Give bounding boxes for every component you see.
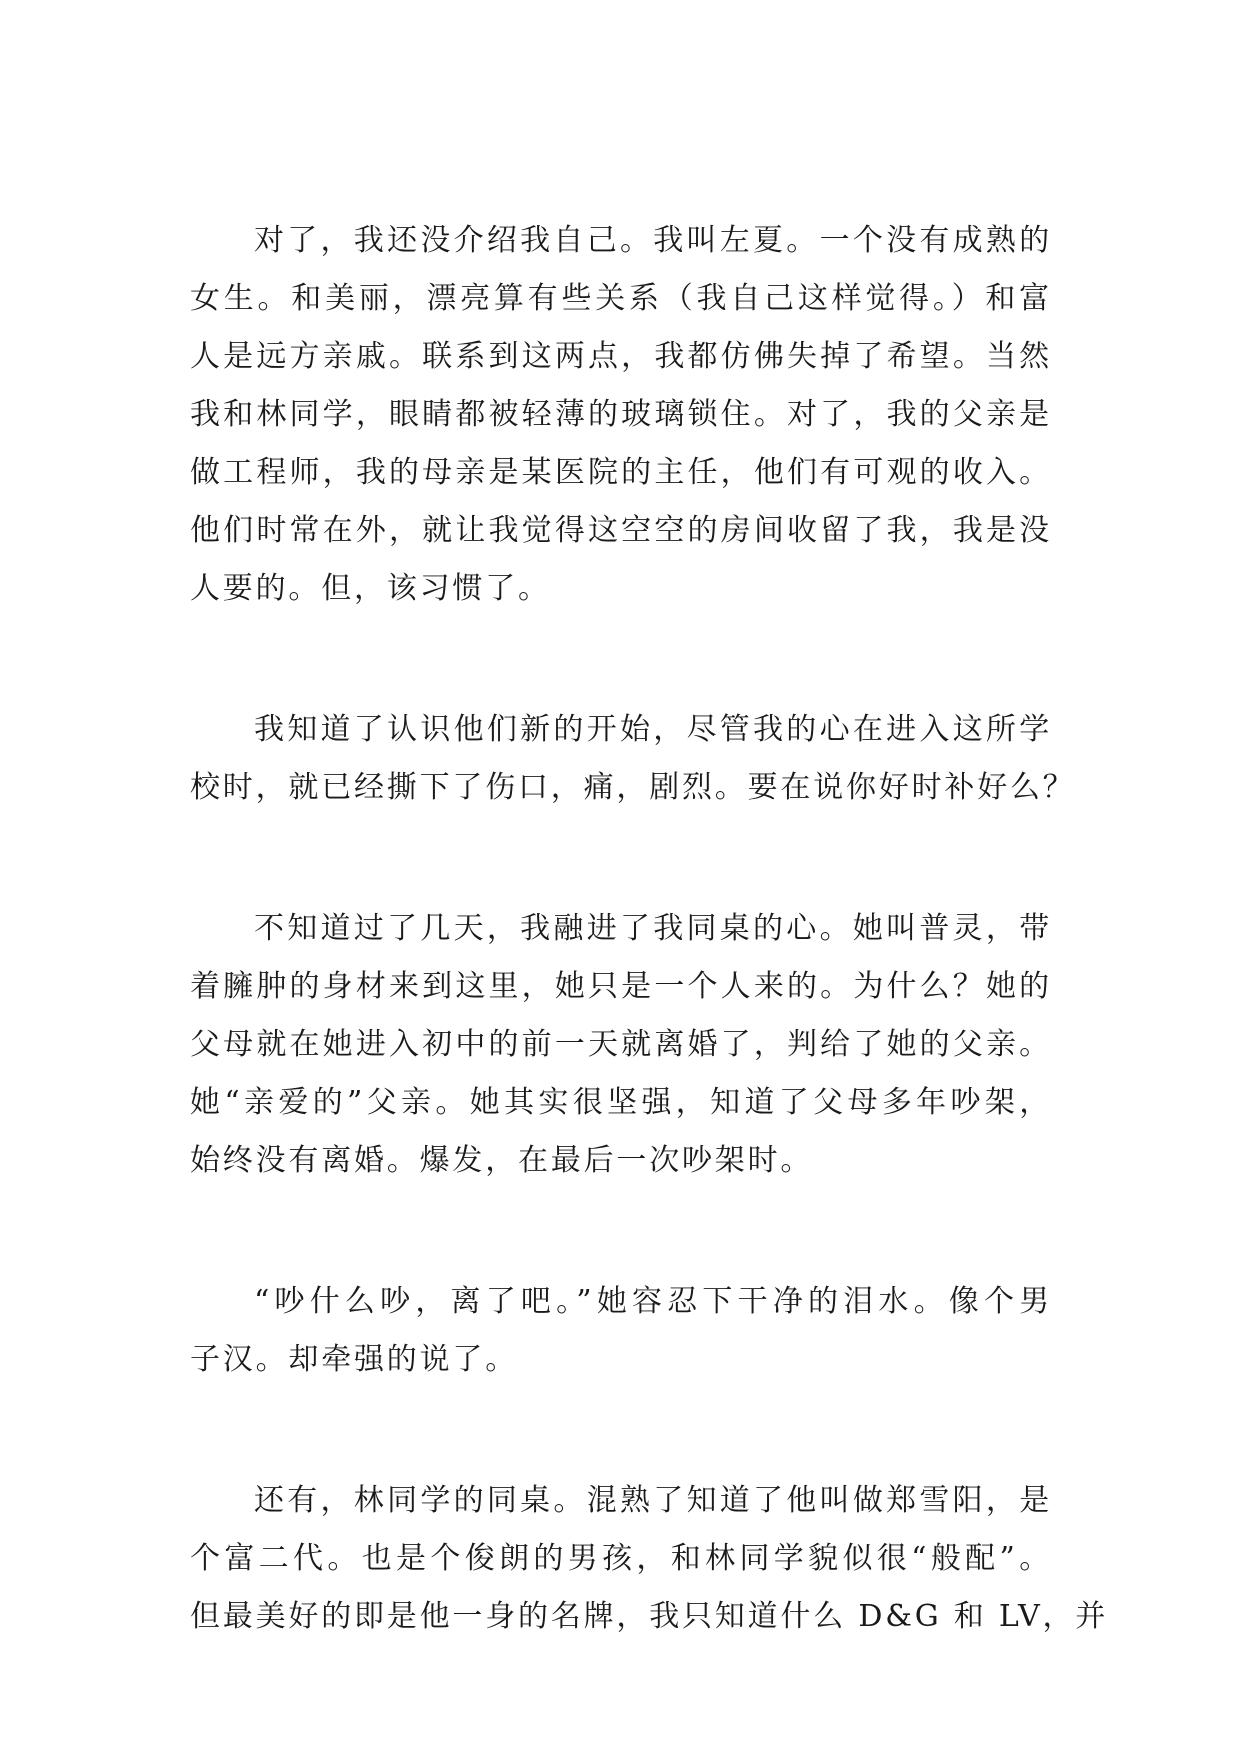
text-line: 父母就在她进入初中的前一天就离婚了，判给了她的父亲。 — [190, 1027, 1052, 1062]
text-line: 她“亲爱的”父亲。她其实很坚强，知道了父母多年吵架， — [190, 1085, 1052, 1120]
text-line: 他们时常在外，就让我觉得这空空的房间收留了我，我是没 — [190, 513, 1052, 548]
paragraph-5 — [190, 1472, 1109, 1646]
paragraph-spacer — [190, 618, 1052, 701]
paragraph-spacer — [190, 1389, 1052, 1472]
text-line: 我和林同学，眼睛都被轻薄的玻璃锁住。对了，我的父亲是 — [190, 397, 1052, 432]
paragraph-1 — [190, 212, 1052, 618]
text-line: 还有，林同学的同桌。混熟了知道了他叫做郑雪阳，是 — [254, 1483, 1052, 1518]
text-line: 始终没有离婚。爆发，在最后一次吵架时。 — [190, 1143, 814, 1178]
text-line: 人要的。但，该习惯了。 — [190, 571, 551, 606]
text-line: 个富二代。也是个俊朗的男孩，和林同学貌似很“般配”。 — [190, 1541, 1052, 1576]
document-body — [190, 212, 1109, 1646]
text-line: 不知道过了几天，我融进了我同桌的心。她叫普灵，带 — [254, 911, 1052, 946]
paragraph-4 — [190, 1273, 1052, 1389]
text-line: 着臃肿的身材来到这里，她只是一个人来的。为什么？她的 — [190, 969, 1052, 1004]
paragraph-spacer — [190, 1190, 1052, 1273]
paragraph-2 — [190, 701, 1076, 817]
text-line: 校时，就已经撕下了伤口，痛，剧烈。要在说你好时补好么？ — [190, 770, 1076, 805]
text-line: 子汉。却牵强的说了。 — [190, 1342, 518, 1377]
text-line: 女生。和美丽，漂亮算有些关系（我自己这样觉得。）和富 — [190, 281, 1052, 316]
text-line: 但最美好的即是他一身的名牌，我只知道什么 D&G 和 LV，并 — [190, 1599, 1109, 1634]
paragraph-spacer — [190, 817, 1052, 900]
paragraph-3 — [190, 900, 1052, 1190]
text-line: “吵什么吵，离了吧。”她容忍下干净的泪水。像个男 — [254, 1284, 1052, 1319]
text-line: 人是远方亲戚。联系到这两点，我都仿佛失掉了希望。当然 — [190, 339, 1052, 374]
text-line: 我知道了认识他们新的开始，尽管我的心在进入这所学 — [254, 712, 1052, 747]
text-line: 做工程师，我的母亲是某医院的主任，他们有可观的收入。 — [190, 455, 1052, 490]
text-line: 对了，我还没介绍我自己。我叫左夏。一个没有成熟的 — [254, 223, 1052, 258]
